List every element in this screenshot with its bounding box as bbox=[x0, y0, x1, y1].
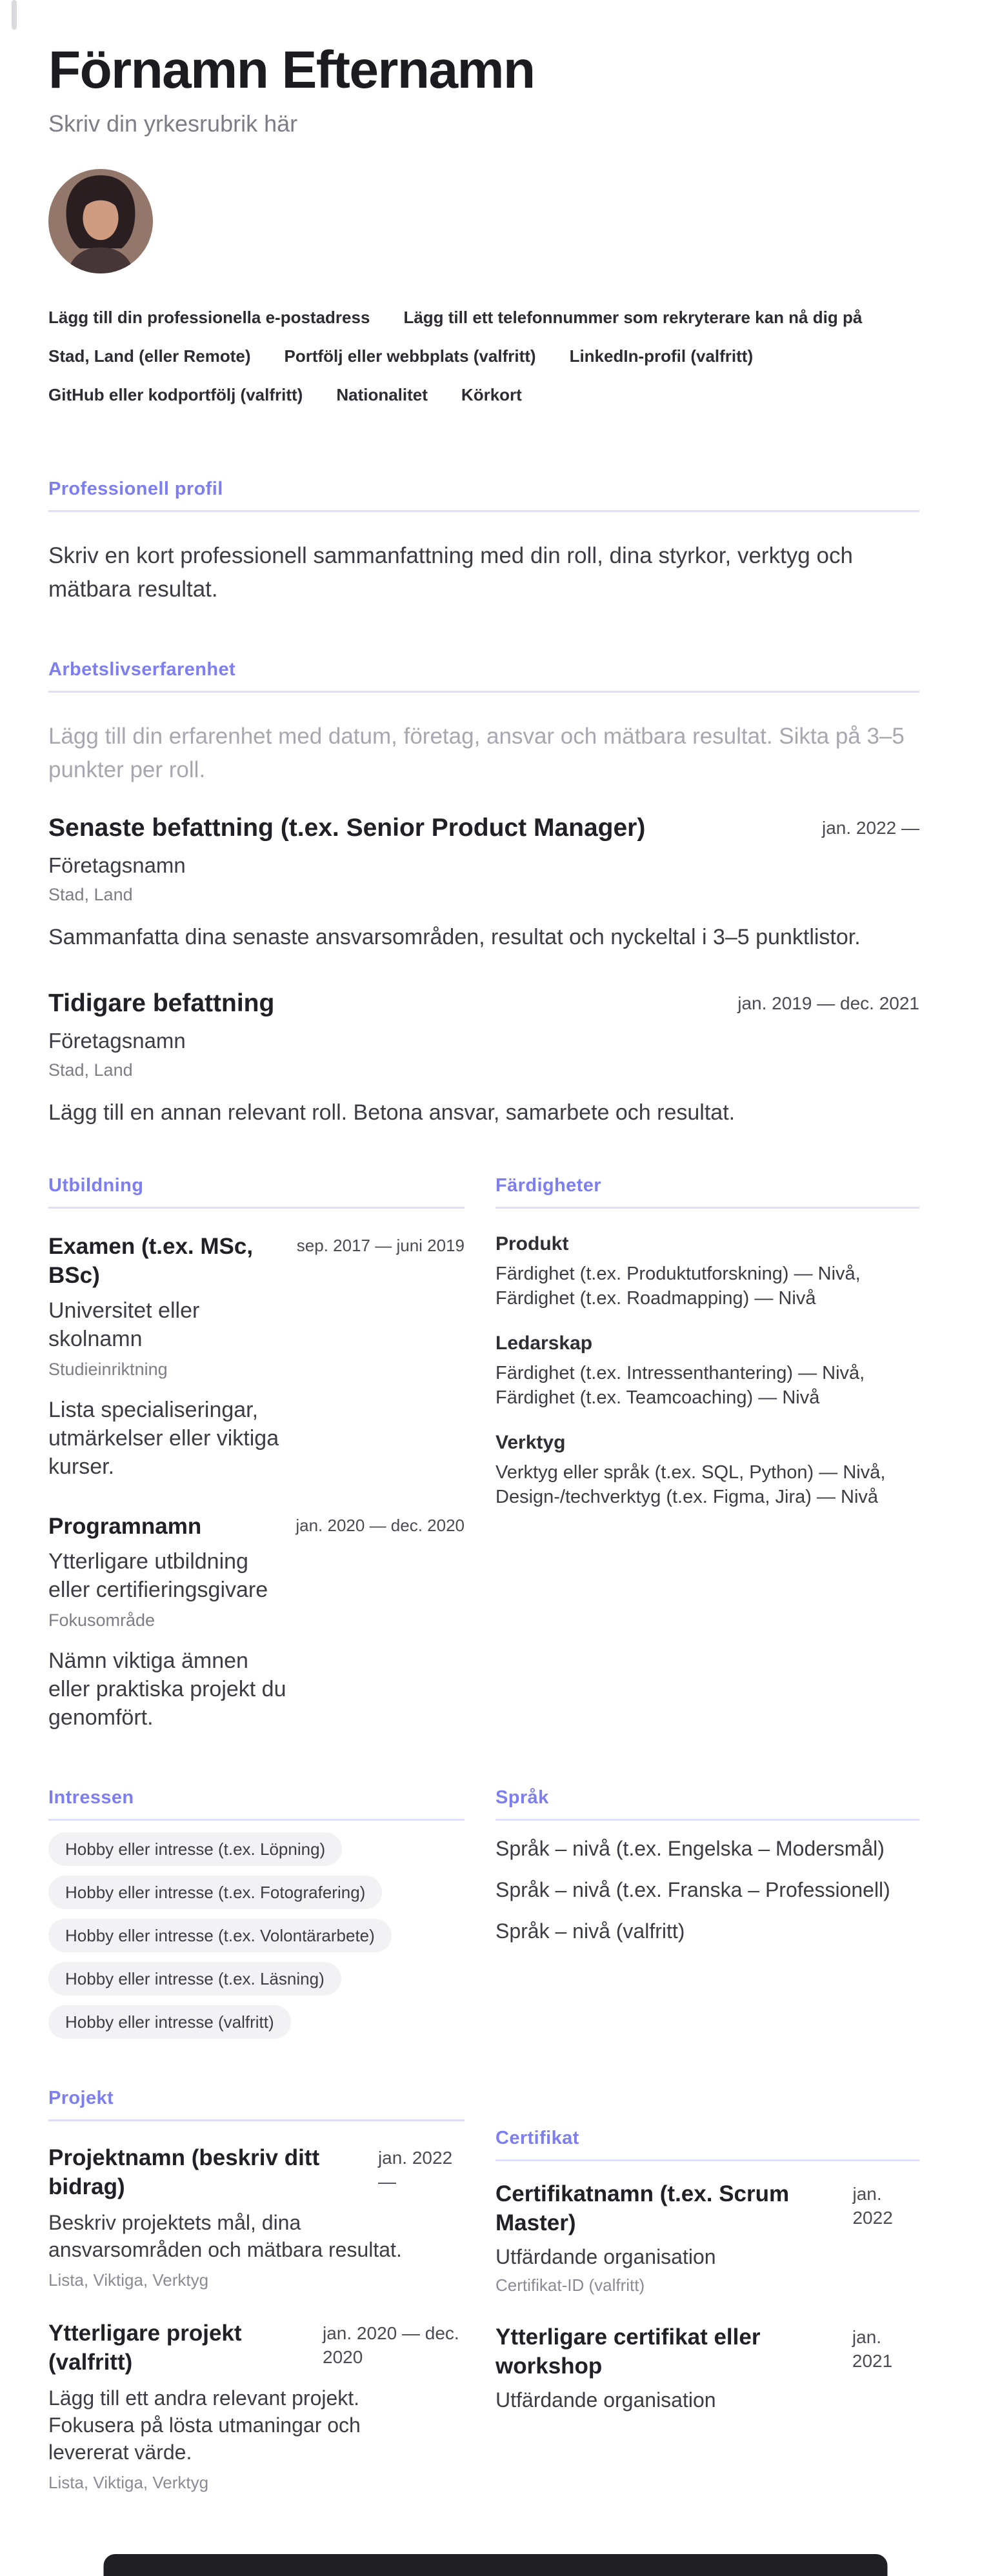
project-title[interactable]: Projektnamn (beskriv ditt bidrag) bbox=[48, 2145, 320, 2199]
project-description[interactable]: Beskriv projektets mål, dina ansvarsområden och mätbara resultat. bbox=[48, 2211, 402, 2261]
contact-nationality[interactable]: Nationalitet bbox=[336, 385, 428, 404]
language-item[interactable]: Språk – nivå (t.ex. Franska – Professionell) bbox=[496, 1878, 890, 1901]
institution-name[interactable]: Ytterligare utbildning eller certifieringsgivare bbox=[48, 1549, 268, 1602]
section-heading-profile[interactable]: Professionell profil bbox=[48, 477, 919, 512]
certificate-entry-header bbox=[496, 2179, 919, 2237]
certificate-entry[interactable] bbox=[496, 2179, 919, 2295]
project-date[interactable]: jan. 2020 — dec. 2020 bbox=[323, 2323, 459, 2367]
job-location[interactable]: Stad, Land bbox=[48, 885, 133, 904]
section-heading-certificates[interactable]: Certifikat bbox=[496, 2126, 919, 2161]
degree-title[interactable]: Examen (t.ex. MSc, BSc) bbox=[48, 1234, 254, 1288]
skill-group[interactable] bbox=[496, 1331, 919, 1410]
certificate-title[interactable]: Certifikatnamn (t.ex. Scrum Master) bbox=[496, 2181, 790, 2235]
education-entry[interactable] bbox=[48, 1512, 465, 1732]
skill-category[interactable]: Produkt bbox=[496, 1233, 569, 1254]
interest-pill[interactable]: Hobby eller intresse (valfritt) bbox=[48, 2005, 291, 2039]
interest-pill[interactable]: Hobby eller intresse (t.ex. Läsning) bbox=[48, 1962, 341, 1996]
study-field[interactable]: Studieinriktning bbox=[48, 1360, 168, 1379]
experience-entry[interactable] bbox=[48, 988, 919, 1127]
skill-category[interactable]: Ledarskap bbox=[496, 1333, 593, 1354]
section-heading-education[interactable]: Utbildning bbox=[48, 1174, 465, 1209]
contact-location[interactable]: Stad, Land (eller Remote) bbox=[48, 346, 251, 366]
certificate-id[interactable]: Certifikat-ID (valfritt) bbox=[496, 2275, 645, 2295]
project-entry[interactable] bbox=[48, 2143, 465, 2290]
language-item[interactable]: Språk – nivå (t.ex. Engelska – Modersmål) bbox=[496, 1837, 885, 1860]
interest-list bbox=[48, 1832, 465, 2039]
skill-items[interactable]: Färdighet (t.ex. Produktutforskning) — Nivå, Färdighet (t.ex. Roadmapping) — Nivå bbox=[496, 1263, 861, 1309]
interest-pill[interactable]: Hobby eller intresse (t.ex. Fotografering) bbox=[48, 1876, 382, 1909]
section-languages bbox=[496, 1786, 919, 2039]
section-certificates bbox=[496, 2086, 919, 2493]
skill-items[interactable]: Färdighet (t.ex. Intressenthantering) — Nivå, Färdighet (t.ex. Teamcoaching) — Nivå bbox=[496, 1363, 865, 1408]
job-location[interactable]: Stad, Land bbox=[48, 1060, 133, 1080]
section-heading-interests[interactable]: Intressen bbox=[48, 1786, 465, 1821]
project-entry-header bbox=[48, 2319, 465, 2377]
project-description[interactable]: Lägg till ett andra relevant projekt. Fokusera på lösta utmaningar och levererat värde. bbox=[48, 2386, 361, 2464]
certificate-issuer[interactable]: Utfärdande organisation bbox=[496, 2388, 716, 2412]
certificate-issuer[interactable]: Utfärdande organisation bbox=[496, 2245, 716, 2268]
education-skills-row bbox=[48, 1174, 919, 1732]
bottom-toolbar[interactable] bbox=[104, 2554, 888, 2576]
job-title-placeholder[interactable]: Skriv din yrkesrubrik här bbox=[48, 110, 298, 137]
job-description[interactable]: Sammanfatta dina senaste ansvarsområden, resultat och nyckeltal i 3–5 punktlistor. bbox=[48, 925, 861, 949]
education-entry[interactable] bbox=[48, 1232, 465, 1481]
section-interests bbox=[48, 1786, 465, 2039]
project-entry-header bbox=[48, 2143, 465, 2201]
job-date[interactable]: jan. 2019 — dec. 2021 bbox=[737, 993, 919, 1013]
portrait-illustration bbox=[48, 169, 153, 273]
language-item[interactable]: Språk – nivå (valfritt) bbox=[496, 1919, 685, 1943]
certificate-entry-header bbox=[496, 2323, 919, 2381]
job-title[interactable]: Tidigare befattning bbox=[48, 989, 275, 1017]
profile-summary[interactable]: Skriv en kort professionell sammanfattning med din roll, dina styrkor, verktyg och mätbara resultat. bbox=[48, 543, 853, 602]
contact-driving-license[interactable]: Körkort bbox=[461, 385, 522, 404]
contact-website[interactable]: Portfölj eller webbplats (valfritt) bbox=[284, 346, 536, 366]
study-field[interactable]: Fokusområde bbox=[48, 1610, 155, 1630]
contact-phone[interactable]: Lägg till ett telefonnummer som rekryterare kan nå dig på bbox=[403, 308, 863, 327]
contact-github[interactable]: GitHub eller kodportfölj (valfritt) bbox=[48, 385, 303, 404]
experience-placeholder[interactable]: Lägg till din erfarenhet med datum, företag, ansvar och mätbara resultat. Sikta på 3–5 punkter per roll. bbox=[48, 724, 905, 782]
interest-pill[interactable]: Hobby eller intresse (t.ex. Löpning) bbox=[48, 1832, 342, 1866]
section-heading-projects[interactable]: Projekt bbox=[48, 2086, 465, 2121]
experience-entry-header bbox=[48, 813, 919, 844]
project-title[interactable]: Ytterligare projekt (valfritt) bbox=[48, 2321, 242, 2375]
experience-entry-header bbox=[48, 988, 919, 1019]
company-name[interactable]: Företagsnamn bbox=[48, 853, 186, 877]
company-name[interactable]: Företagsnamn bbox=[48, 1029, 186, 1053]
degree-title[interactable]: Programnamn bbox=[48, 1514, 202, 1539]
skill-items[interactable]: Verktyg eller språk (t.ex. SQL, Python) — Nivå, Design-/techverktyg (t.ex. Figma, Jira) — Nivå bbox=[496, 1462, 886, 1507]
project-entry[interactable] bbox=[48, 2319, 465, 2493]
education-description[interactable]: Lista specialiseringar, utmärkelser eller viktiga kurser. bbox=[48, 1398, 279, 1479]
education-entry-header bbox=[48, 1232, 465, 1290]
certificate-date[interactable]: jan. 2021 bbox=[852, 2327, 893, 2371]
name-heading[interactable]: Förnamn Efternamn bbox=[48, 41, 535, 99]
institution-name[interactable]: Universitet eller skolnamn bbox=[48, 1298, 200, 1351]
job-description[interactable]: Lägg till en annan relevant roll. Betona ansvar, samarbete och resultat. bbox=[48, 1100, 736, 1125]
section-profile bbox=[48, 477, 919, 606]
interests-languages-row bbox=[48, 1786, 919, 2039]
project-date[interactable]: jan. 2022 — bbox=[377, 2148, 453, 2192]
skill-group[interactable] bbox=[496, 1431, 919, 1509]
profile-photo[interactable] bbox=[48, 169, 153, 273]
education-entry-header bbox=[48, 1512, 465, 1541]
certificate-entry[interactable] bbox=[496, 2323, 919, 2413]
projects-certificates-row bbox=[48, 2086, 919, 2493]
section-skills bbox=[496, 1174, 919, 1732]
certificate-date[interactable]: jan. 2022 bbox=[852, 2184, 893, 2228]
education-description[interactable]: Nämn viktiga ämnen eller praktiska projekt du genomfört. bbox=[48, 1649, 286, 1730]
project-tags[interactable]: Lista, Viktiga, Verktyg bbox=[48, 2473, 209, 2492]
experience-entry[interactable] bbox=[48, 813, 919, 952]
education-date[interactable]: sep. 2017 — juni 2019 bbox=[296, 1236, 465, 1255]
skill-category[interactable]: Verktyg bbox=[496, 1432, 566, 1453]
section-education bbox=[48, 1174, 465, 1732]
language-list bbox=[496, 1835, 919, 1945]
contact-list bbox=[48, 307, 919, 405]
contact-linkedin[interactable]: LinkedIn-profil (valfritt) bbox=[569, 346, 754, 366]
job-title[interactable]: Senaste befattning (t.ex. Senior Product Manager) bbox=[48, 814, 646, 842]
section-heading-skills[interactable]: Färdigheter bbox=[496, 1174, 919, 1209]
education-date[interactable]: jan. 2020 — dec. 2020 bbox=[295, 1516, 465, 1535]
skill-group[interactable] bbox=[496, 1232, 919, 1311]
job-date[interactable]: jan. 2022 — bbox=[822, 818, 919, 838]
section-heading-experience[interactable]: Arbetslivserfarenhet bbox=[48, 658, 919, 693]
section-heading-languages[interactable]: Språk bbox=[496, 1786, 919, 1821]
contact-email[interactable]: Lägg till din professionella e-postadress bbox=[48, 308, 370, 327]
section-projects bbox=[48, 2086, 465, 2493]
project-tags[interactable]: Lista, Viktiga, Verktyg bbox=[48, 2270, 209, 2290]
interest-pill[interactable]: Hobby eller intresse (t.ex. Volontärarbete) bbox=[48, 1919, 392, 1952]
scroll-indicator bbox=[12, 0, 17, 30]
certificate-title[interactable]: Ytterligare certifikat eller workshop bbox=[496, 2324, 761, 2379]
section-experience bbox=[48, 658, 919, 1127]
